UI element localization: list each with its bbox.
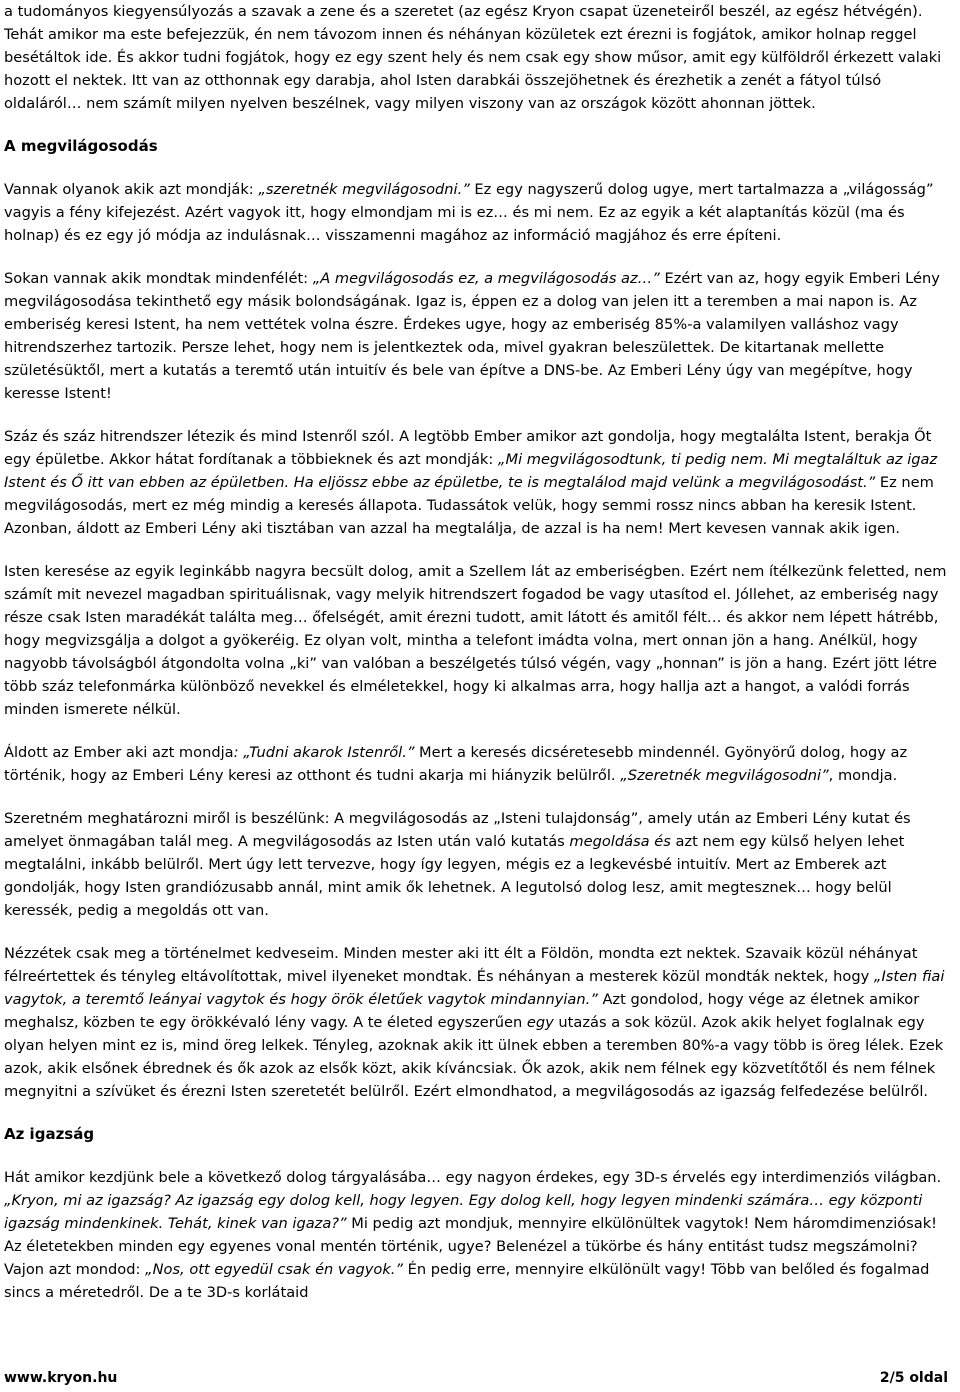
text-run: Ez egy nagyszerű dolog ugye, mert tartalmazza a „világosság” vagyis a fény kifejezést. Azért vagyok itt, hogy elmondjam mi is ez… és mi nem. Ez az egyik a két alaptanítás közül (ma és holnap) és ez egy jó módja az indulásnak… visszamenni magához az információ magjához és erre építeni. <box>4 181 934 244</box>
paragraph <box>4 178 954 247</box>
text-run: Száz és száz hitrendszer létezik és mind Istenről szól. A legtöbb Ember amikor azt gondolja, hogy megtalálta Istent, berakja Őt egy épületbe. Akkor hátat fordítanak a többieknek és azt mondják: <box>4 428 932 468</box>
text-run: Sokan vannak akik mondtak mindenfélét: <box>4 270 313 287</box>
paragraph <box>4 1166 954 1304</box>
text-run: Ezért van az, hogy egyik Emberi Lény megvilágosodása tekinthető egy másik bolondságának. Igaz is, éppen ez a dolog van jelen itt a teremben a mai napon is. Az emberiség keresi Istent, ha nem vettétek volna észre. Érdekes ugye, hogy az emberiség 85%-a valamilyen valláshoz vagy hitrendszerhez tartozik. Persze lehet, hogy nem is jelentkeztek oda, mivel gyakran beleszülettek. De kitartanak mellette születésüktől, mert a kutatás a teremtő után intuitív és bele van építve a DNS-be. Az Emberi Lény úgy van megépítve, hogy keresse Istent! <box>4 270 940 402</box>
text-run: Nézzétek csak meg a történelmet kedveseim. Minden mester aki itt élt a Földön, mondta ezt nektek. Szavaik közül néhányat félreértettek és tényleg eltávolítottak, mivel ilyeneket mondtak. És néhányan a mesterek közül mondták nektek, hogy <box>4 945 918 985</box>
section-heading-enlightenment: A megvilágosodás <box>4 137 158 155</box>
text-run: Én pedig erre, mennyire elkülönült vagy! Több van belőled és fogalmad sincs a méretedről. De a te 3D-s korlátaid <box>4 1261 930 1301</box>
paragraph <box>4 942 954 1103</box>
quote-text: „szeretnék megvilágosodni.” <box>258 181 470 198</box>
text-run: Isten keresése az egyik leginkább nagyra becsült dolog, amit a Szellem lát az emberiségben. Ezért nem ítélkezünk feletted, nem számít mit nevezel magadban spirituálisnak, vagy melyik hitrendszert fogadod be vagy utasítod el. Jóllehet, az emberiség nagy része csak Isten maradékát találta meg… őfelségét, amit érezni tudott, amit látott és amitől félt… és akkor nem lépett hátrébb, hogy megvizsgálja a dolgot a gyökeréig. Ez olyan volt, mintha a telefont imádta volna, mert onnan jön a hang. Anélkül, hogy nagyobb távolságból átgondolta volna „ki” van valóban a beszélgetés túlsó végén, vagy „honnan” is jön a hang. Ezért jött létre több száz telefonmárka különböző nevekkel és elméletekkel, hogy ki alkalmas arra, hogy hallja azt a hangot, a valódi forrás minden ismerete nélkül. <box>4 563 947 718</box>
quote-text: egy <box>526 1014 554 1031</box>
paragraph <box>4 267 954 405</box>
paragraph <box>4 425 954 540</box>
text-run: Szeretném meghatározni miről is beszélünk: A megvilágosodás az „Isteni tulajdonság”, amely után az Emberi Lény kutat és amelyet önmagában talál meg. A megvilágosodás az Isten után való kutatás <box>4 810 911 850</box>
text-run: Hát amikor kezdjünk bele a következő dolog tárgyalásába… egy nagyon érdekes, egy 3D-s érvelés egy interdimenziós világban. <box>4 1169 942 1186</box>
text-run: Ez nem megvilágosodás, mert ez még mindig a keresés állapota. Tudassátok velük, hogy semmi rossz nincs abban ha keresik Istent. Azonban, áldott az Emberi Lény aki tisztában van azzal ha megtalálja, de azzal is ha nem! Mert kevesen vannak akik igen. <box>4 474 934 537</box>
footer-page-number: 2/5 oldal <box>879 1370 948 1386</box>
paragraph <box>4 560 954 721</box>
intro-text <box>4 0 954 115</box>
paragraph: a tudományos kiegyensúlyozás a szavak a zene és a szeretet (az egész Kryon csapat üzeneteiről beszél, az egész hétvégén). Tehát amikor ma este befejezzük, én nem távozom innen és néhányan közületek ezt érezni is fogjátok, amikor holnap reggel besétáltok ide. És akkor tudni fogjátok, hogy ez egy szent hely és nem csak egy show műsor, amit egy külföldről érkezett valaki hozott el nektek. Itt van az otthonnak egy darabja, ahol Isten darabkái összejöhetnek és érezhetik a zenét a fátyol túlsó oldaláról… nem számít milyen nyelven beszélnek, vagy milyen viszony van az országok között ahonnan jöttek. <box>4 3 942 112</box>
quote-text: „Szeretnék megvilágosodni” <box>620 767 829 784</box>
quote-text: „A megvilágosodás ez, a megvilágosodás az…” <box>312 270 660 287</box>
text-run: utazás a sok közül. Azok akik helyet foglalnak egy olyan helyen mint ez is, mind öreg lelkek. Tényleg, azoknak akik itt ülnek ebben a teremben 80%-a vagy több is öreg lélek. Ezek azok, akik elsőnek ébrednek és ők azok az elsők közt, akik kíváncsiak. Ők azok, akik nem félnek egy közvetítőtől és nem félnek megnyitni a szívüket és érezni Isten szeretetét belülről. Ezért elmondhatod, a megvilágosodás az igazság felfedezése belülről. <box>4 1014 944 1100</box>
text-run: Vannak olyanok akik azt mondják: <box>4 181 259 198</box>
text-run: Azt gondolod, hogy vége az életnek amikor meghalsz, közben te egy örökkévaló lény vagy. A te életed egyszerűen <box>4 991 920 1031</box>
text-run: , mondja. <box>828 767 898 784</box>
page-footer <box>4 1368 948 1388</box>
text-run: Áldott az Ember aki azt mondja <box>4 744 234 761</box>
section-truth <box>4 1166 954 1304</box>
quote-text: : „Tudni akarok Istenről.” <box>233 744 415 761</box>
quote-text: megoldása és <box>569 833 671 850</box>
document-body <box>4 0 954 1304</box>
quote-text: „Nos, ott egyedül csak én vagyok.” <box>145 1261 403 1278</box>
text-run: Mert a keresés dicséretesebb mindennél. Gyönyörű dolog, hogy az történik, hogy az Emberi Lény keresi az otthont és tudni akarja mi hiányzik belülről. <box>4 744 908 784</box>
footer-site-link[interactable]: www.kryon.hu <box>4 1370 118 1386</box>
section-enlightenment <box>4 178 954 1103</box>
text-run: Mi pedig azt mondjuk, mennyire elkülönültek vagytok! Nem háromdimenziósak! Az életetekben minden egy egyenes vonal mentén történik, ugye? Belenézel a tükörbe és hány entitást tudsz megszámolni? Vajon azt mondod: <box>4 1215 938 1278</box>
quote-text: „Kryon, mi az igazság? Az igazság egy dolog kell, hogy legyen. Egy dolog kell, hogy legyen mindenki számára… egy központi igazság mindenkinek. Tehát, kinek van igaza?” <box>4 1192 923 1232</box>
quote-text: „Mi megvilágosodtunk, ti pedig nem. Mi megtaláltuk az igaz Istent és Ő itt van ebben az épületben. Ha eljössz ebbe az épületbe, te is megtalálod majd velünk a megvilágosodást.” <box>4 451 938 491</box>
paragraph <box>4 741 954 787</box>
paragraph <box>4 807 954 922</box>
quote-text: „Isten fiai vagytok, a teremtő leányai vagytok és hogy örök életűek vagytok mindannyian.” <box>4 968 945 1008</box>
text-run: azt nem egy külső helyen lehet megtalálni, inkább belülről. Mert úgy lett tervezve, hogy így legyen, mégis ez a legkevésbé intuitív. Mert az Emberek azt gondolják, hogy Isten grandiózusabb annál, mint amik ők lehetnek. A legutolsó dolog lesz, amit megtesznek… hogy belül keressék, pedig a megoldás ott van. <box>4 833 905 919</box>
section-heading-truth: Az igazság <box>4 1125 95 1143</box>
